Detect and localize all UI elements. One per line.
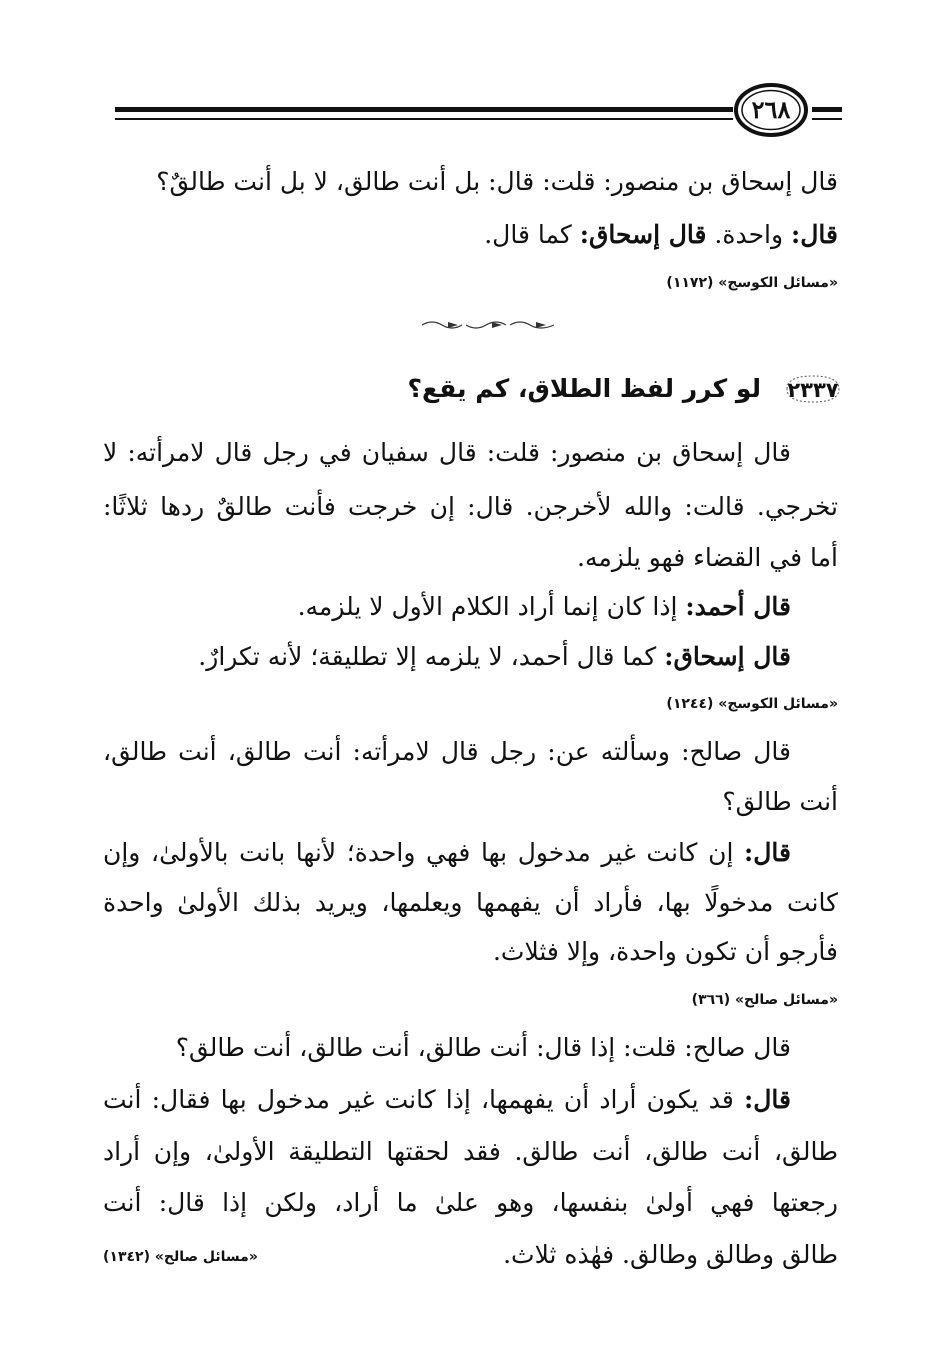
source-citation: «مسائل الكوسج» (١٢٤٤)	[666, 696, 838, 712]
header-rule-right-thin	[812, 118, 842, 120]
text-span: قد يكون أراد أن يفهمها، إذا كانت غير مدخول بها فقال: أنت	[103, 1085, 745, 1114]
text-line: قال صالح: وسألته عن: رجل قال لامرأته: أنت طالق، أنت طالق،	[103, 737, 791, 766]
text-line	[103, 833, 791, 873]
speaker-label: قال أحمد:	[685, 592, 791, 621]
header-rule-thin	[115, 118, 733, 120]
page-number: ٢٦٨	[751, 95, 791, 124]
speaker-label: قال:	[744, 838, 791, 867]
text-line: قال إسحاق بن منصور: قلت: قال سفيان في رجل قال لامرأته: لا	[103, 438, 791, 467]
source-citation: «مسائل الكوسج» (١١٧٢)	[666, 275, 838, 291]
text-line: رجعتها فهي أولىٰ بنفسها، وهو علىٰ ما أراد، ولكن إذا قال: أنت	[103, 1188, 838, 1217]
text-line: كانت مدخولًا بها، فأراد أن يفهمها ويعلمها، ويريد بذلك الأولىٰ واحدة	[103, 888, 838, 917]
text-line: طالق وطالق وطالق. فهٰذه ثلاث.	[503, 1240, 838, 1269]
text-line	[298, 587, 791, 627]
text-line: طالق، أنت طالق، أنت طالق. فقد لحقتها التطليقة الأولىٰ، وإن أراد	[103, 1137, 838, 1166]
text-span: إذا كان إنما أراد الكلام الأول لا يلزمه.	[297, 592, 686, 621]
text-line	[103, 1080, 791, 1120]
ornament-divider	[418, 318, 558, 332]
section-title: لو كرر لفظ الطلاق، كم يقع؟	[407, 374, 761, 403]
text-line: أما في القضاء فهو يلزمه.	[577, 543, 838, 572]
text-span: كما قال أحمد، لا يلزمه إلا تطليقة؛ لأنه تكرارٌ.	[198, 642, 665, 671]
section-number: ٢٣٣٧	[787, 378, 839, 402]
speaker-label: قال إسحاق:	[579, 220, 707, 249]
text-line	[198, 637, 791, 677]
source-citation: «مسائل صالح» (١٣٤٢)	[103, 1249, 258, 1265]
text-span: كما قال.	[484, 220, 580, 249]
text-line: فأرجو أن تكون واحدة، وإلا فثلاث.	[492, 937, 838, 966]
text-line: قال إسحاق بن منصور: قلت: قال: بل أنت طالق، لا بل أنت طالقٌ؟	[156, 167, 838, 196]
text-line: أنت طالق؟	[722, 787, 838, 816]
speaker-label: قال:	[744, 1085, 791, 1114]
speaker-label: قال إسحاق:	[664, 642, 791, 671]
text-line: قال صالح: قلت: إذا قال: أنت طالق، أنت طالق، أنت طالق؟	[175, 1033, 791, 1062]
text-span: إن كانت غير مدخول بها فهي واحدة؛ لأنها بانت بالأولىٰ، وإن	[103, 838, 745, 867]
header-rule	[115, 107, 733, 112]
speaker-label: قال:	[791, 220, 838, 249]
header-rule-right	[812, 107, 842, 112]
text-line: تخرجي. قالت: والله لأخرجن. قال: إن خرجت فأنت طالقٌ ردها ثلاثًا:	[103, 492, 838, 521]
source-citation: «مسائل صالح» (٣٦٦)	[691, 992, 838, 1008]
text-line	[484, 215, 838, 255]
text-span: واحدة.	[706, 220, 792, 249]
